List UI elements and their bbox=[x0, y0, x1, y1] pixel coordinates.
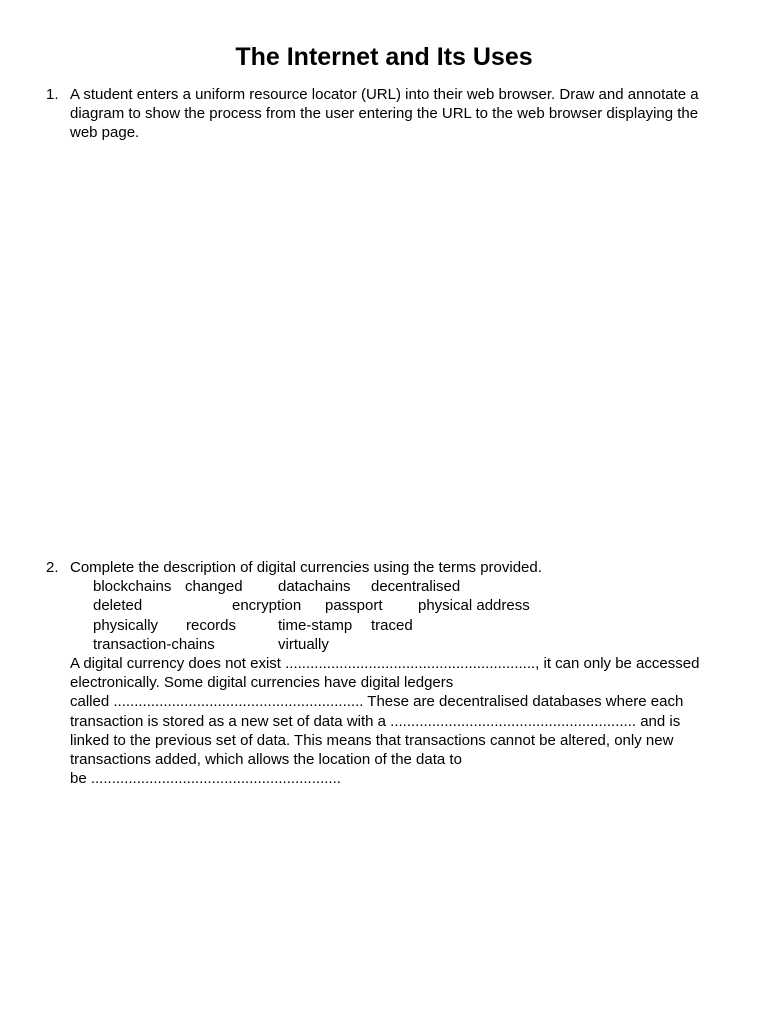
passage-line: transaction is stored as a new set of data with a ........................................................... and is bbox=[70, 712, 681, 730]
term: encryption bbox=[232, 597, 302, 615]
term: time-stamp bbox=[278, 616, 353, 634]
term: datachains bbox=[278, 578, 351, 596]
passage-line: called ............................................................ These are decentralised databases where each bbox=[70, 693, 684, 711]
term: deleted bbox=[93, 597, 143, 615]
page-title: The Internet and Its Uses bbox=[235, 43, 533, 71]
passage-line: be ............................................................ bbox=[70, 770, 341, 788]
term: physical address bbox=[418, 597, 530, 615]
question-number: 1. bbox=[46, 86, 59, 103]
term: traced bbox=[371, 616, 413, 634]
fill-in-passage bbox=[70, 654, 722, 788]
term: blockchains bbox=[93, 578, 172, 596]
question-text: A student enters a uniform resource locator (URL) into their web browser. Draw and annotate a diagram to show the process from the user entering the URL to the web browser displaying the web page. bbox=[70, 86, 699, 142]
passage-line: A digital currency does not exist ............................................................, it can only be accessed bbox=[70, 655, 700, 672]
passage-line: linked to the previous set of data. This means that transactions cannot be altered, only new bbox=[70, 731, 674, 749]
question-intro: Complete the description of digital currencies using the terms provided. bbox=[70, 559, 542, 576]
term: records bbox=[186, 616, 237, 634]
term: virtually bbox=[278, 635, 329, 653]
passage-line: electronically. Some digital currencies have digital ledgers bbox=[70, 674, 454, 692]
term: physically bbox=[93, 616, 159, 634]
term: decentralised bbox=[371, 578, 461, 596]
term-bank bbox=[93, 577, 722, 654]
term: transaction-chains bbox=[93, 635, 215, 653]
term: passport bbox=[325, 597, 383, 615]
term: changed bbox=[185, 578, 243, 596]
passage-line: transactions added, which allows the location of the data to bbox=[70, 751, 462, 769]
question-body bbox=[70, 558, 722, 788]
question-number: 2. bbox=[46, 559, 59, 576]
